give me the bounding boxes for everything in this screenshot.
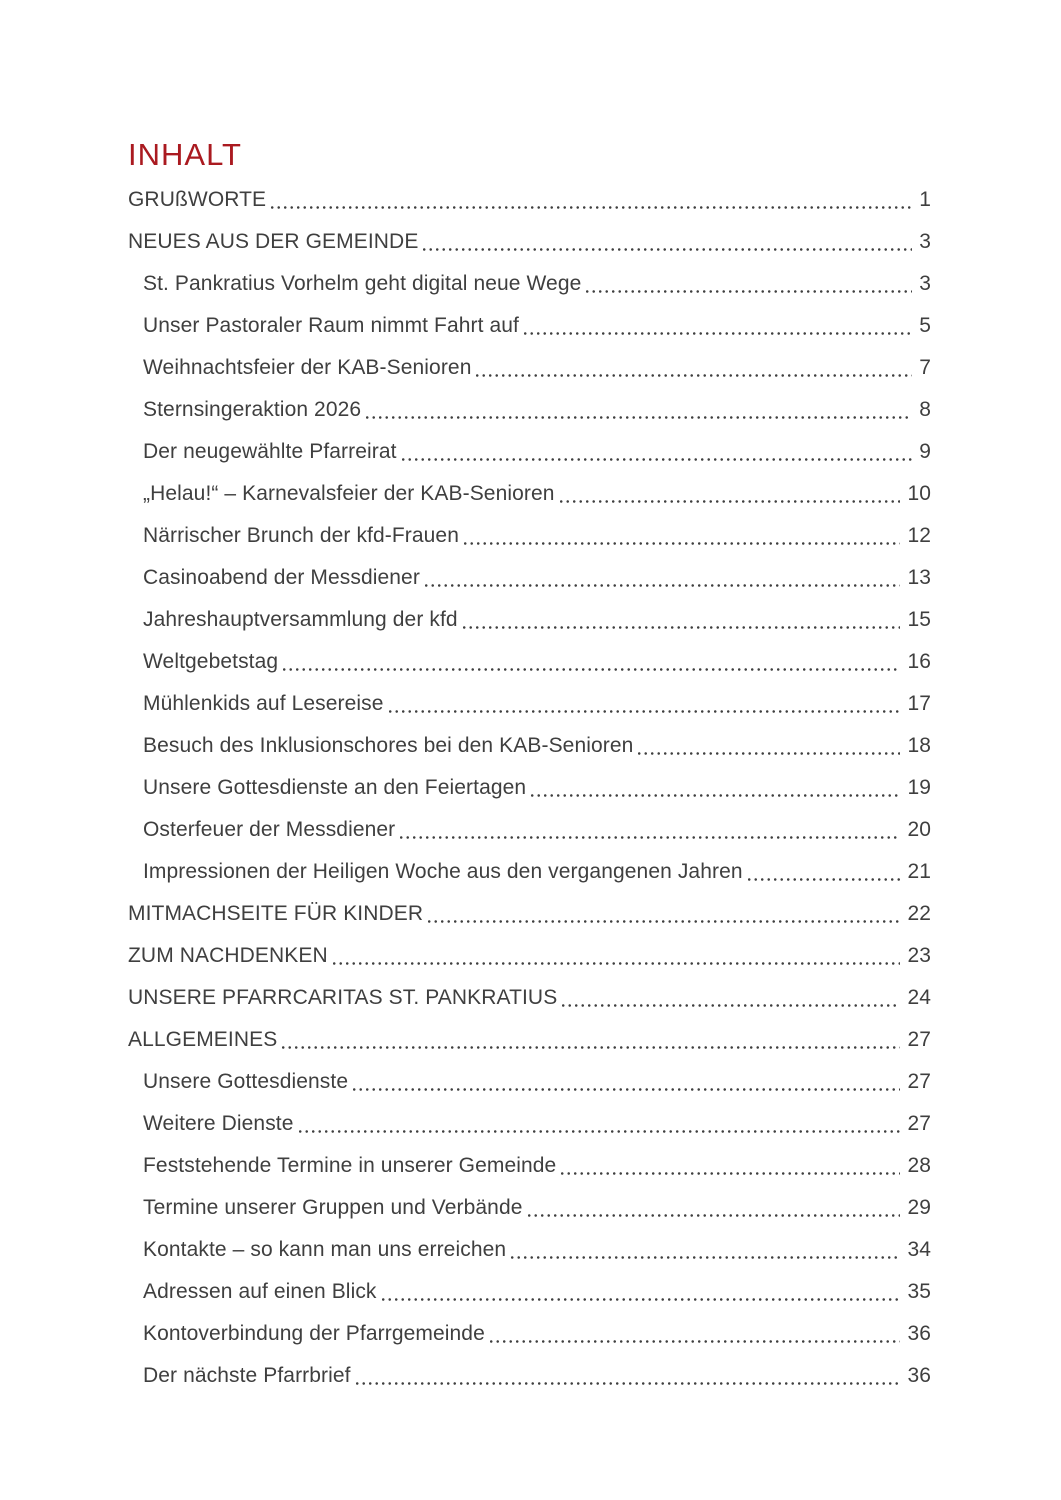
toc-entry-label: Kontoverbindung der Pfarrgemeinde (143, 1322, 485, 1345)
toc-entry (128, 977, 931, 1019)
toc-entry-label: Kontakte – so kann man uns erreichen (143, 1238, 507, 1261)
toc-entry (128, 263, 931, 305)
dot-leader (333, 935, 905, 977)
toc-entry-page: 23 (907, 944, 931, 967)
toc-entry (128, 1271, 931, 1313)
toc-entry-label: MITMACHSEITE FÜR KINDER (128, 902, 424, 925)
toc-entry-label: Casinoabend der Messdiener (143, 566, 420, 589)
dot-leader (382, 1271, 905, 1313)
toc-entry-label: „Helau!“ – Karnevalsfeier der KAB-Senioren (143, 482, 555, 505)
toc-entry (128, 851, 931, 893)
toc-entry-page: 20 (907, 818, 931, 841)
toc-entry (128, 641, 931, 683)
toc-entry (128, 473, 931, 515)
toc-entry (128, 557, 931, 599)
toc-entry-label: St. Pankratius Vorhelm geht digital neue Wege (143, 272, 582, 295)
toc-entry (128, 767, 931, 809)
toc-entry (128, 179, 931, 221)
toc-entry (128, 893, 931, 935)
toc-entry-label: Weltgebetstag (143, 650, 279, 673)
toc-entry (128, 515, 931, 557)
table-of-contents (128, 179, 931, 1397)
toc-entry-page: 7 (919, 356, 931, 379)
dot-leader (366, 389, 916, 431)
toc-entry-label: Sternsingeraktion 2026 (143, 398, 362, 421)
dot-leader (389, 683, 905, 725)
dot-leader (562, 977, 904, 1019)
toc-entry (128, 683, 931, 725)
dot-leader (299, 1103, 905, 1145)
toc-entry-page: 16 (907, 650, 931, 673)
toc-entry-label: Impressionen der Heiligen Woche aus den vergangenen Jahren (143, 860, 743, 883)
toc-entry-page: 36 (907, 1322, 931, 1345)
dot-leader (428, 893, 904, 935)
toc-entry-label: NEUES AUS DER GEMEINDE (128, 230, 419, 253)
toc-entry-page: 34 (907, 1238, 931, 1261)
dot-leader (531, 767, 904, 809)
toc-entry-page: 27 (907, 1070, 931, 1093)
toc-entry-label: UNSERE PFARRCARITAS ST. PANKRATIUS (128, 986, 558, 1009)
toc-entry-page: 12 (907, 524, 931, 547)
toc-entry (128, 1145, 931, 1187)
dot-leader (638, 725, 904, 767)
toc-entry-page: 28 (907, 1154, 931, 1177)
toc-entry (128, 725, 931, 767)
toc-entry-label: Unsere Gottesdienste (143, 1070, 349, 1093)
toc-entry-page: 18 (907, 734, 931, 757)
toc-entry-label: Besuch des Inklusionschores bei den KAB-Senioren (143, 734, 634, 757)
dot-leader (423, 221, 916, 263)
toc-entry (128, 935, 931, 977)
toc-entry-page: 5 (919, 314, 931, 337)
toc-entry-page: 27 (907, 1112, 931, 1135)
toc-entry-label: Jahreshauptversammlung der kfd (143, 608, 458, 631)
toc-entry-page: 36 (907, 1364, 931, 1387)
dot-leader (402, 431, 917, 473)
dot-leader (511, 1229, 904, 1271)
toc-entry (128, 1103, 931, 1145)
toc-entry-label: Weitere Dienste (143, 1112, 294, 1135)
toc-entry-page: 3 (919, 272, 931, 295)
dot-leader (353, 1061, 904, 1103)
toc-entry-page: 9 (919, 440, 931, 463)
toc-entry (128, 1229, 931, 1271)
dot-leader (464, 515, 904, 557)
toc-entry-page: 35 (907, 1280, 931, 1303)
toc-entry-label: Der neugewählte Pfarreirat (143, 440, 397, 463)
toc-entry-label: Feststehende Termine in unserer Gemeinde (143, 1154, 557, 1177)
toc-entry-label: Weihnachtsfeier der KAB-Senioren (143, 356, 472, 379)
toc-entry-page: 17 (907, 692, 931, 715)
dot-leader (283, 641, 904, 683)
toc-entry-label: ALLGEMEINES (128, 1028, 278, 1051)
toc-entry (128, 431, 931, 473)
toc-entry-label: Osterfeuer der Messdiener (143, 818, 396, 841)
toc-entry-label: Unser Pastoraler Raum nimmt Fahrt auf (143, 314, 519, 337)
toc-entry-page: 27 (907, 1028, 931, 1051)
toc-entry-page: 22 (907, 902, 931, 925)
toc-entry (128, 389, 931, 431)
dot-leader (528, 1187, 905, 1229)
toc-entry (128, 305, 931, 347)
toc-entry (128, 809, 931, 851)
dot-leader (748, 851, 905, 893)
toc-entry-label: ZUM NACHDENKEN (128, 944, 328, 967)
toc-entry-page: 19 (907, 776, 931, 799)
dot-leader (356, 1355, 905, 1397)
toc-entry-page: 24 (907, 986, 931, 1009)
toc-entry-label: Termine unserer Gruppen und Verbände (143, 1196, 523, 1219)
toc-entry (128, 221, 931, 263)
toc-entry (128, 1019, 931, 1061)
toc-entry-page: 8 (919, 398, 931, 421)
toc-entry-page: 13 (907, 566, 931, 589)
dot-leader (400, 809, 904, 851)
dot-leader (425, 557, 905, 599)
toc-entry-label: Mühlenkids auf Lesereise (143, 692, 384, 715)
toc-entry-label: GRUßWORTE (128, 188, 267, 211)
toc-entry (128, 1061, 931, 1103)
toc-entry-page: 29 (907, 1196, 931, 1219)
toc-entry (128, 1187, 931, 1229)
toc-entry (128, 599, 931, 641)
dot-leader (490, 1313, 905, 1355)
toc-entry-page: 21 (907, 860, 931, 883)
dot-leader (282, 1019, 904, 1061)
page-title: INHALT (128, 137, 242, 172)
dot-leader (463, 599, 905, 641)
toc-entry (128, 347, 931, 389)
toc-entry-label: Adressen auf einen Blick (143, 1280, 377, 1303)
dot-leader (271, 179, 916, 221)
toc-entry-label: Der nächste Pfarrbrief (143, 1364, 351, 1387)
toc-entry-page: 10 (907, 482, 931, 505)
toc-entry-page: 3 (919, 230, 931, 253)
dot-leader (586, 263, 916, 305)
dot-leader (560, 473, 905, 515)
toc-entry-label: Unsere Gottesdienste an den Feiertagen (143, 776, 527, 799)
dot-leader (561, 1145, 904, 1187)
dot-leader (524, 305, 916, 347)
dot-leader (476, 347, 916, 389)
toc-entry (128, 1313, 931, 1355)
toc-entry-page: 1 (919, 188, 931, 211)
toc-entry-page: 15 (907, 608, 931, 631)
toc-entry-label: Närrischer Brunch der kfd-Frauen (143, 524, 459, 547)
toc-entry (128, 1355, 931, 1397)
